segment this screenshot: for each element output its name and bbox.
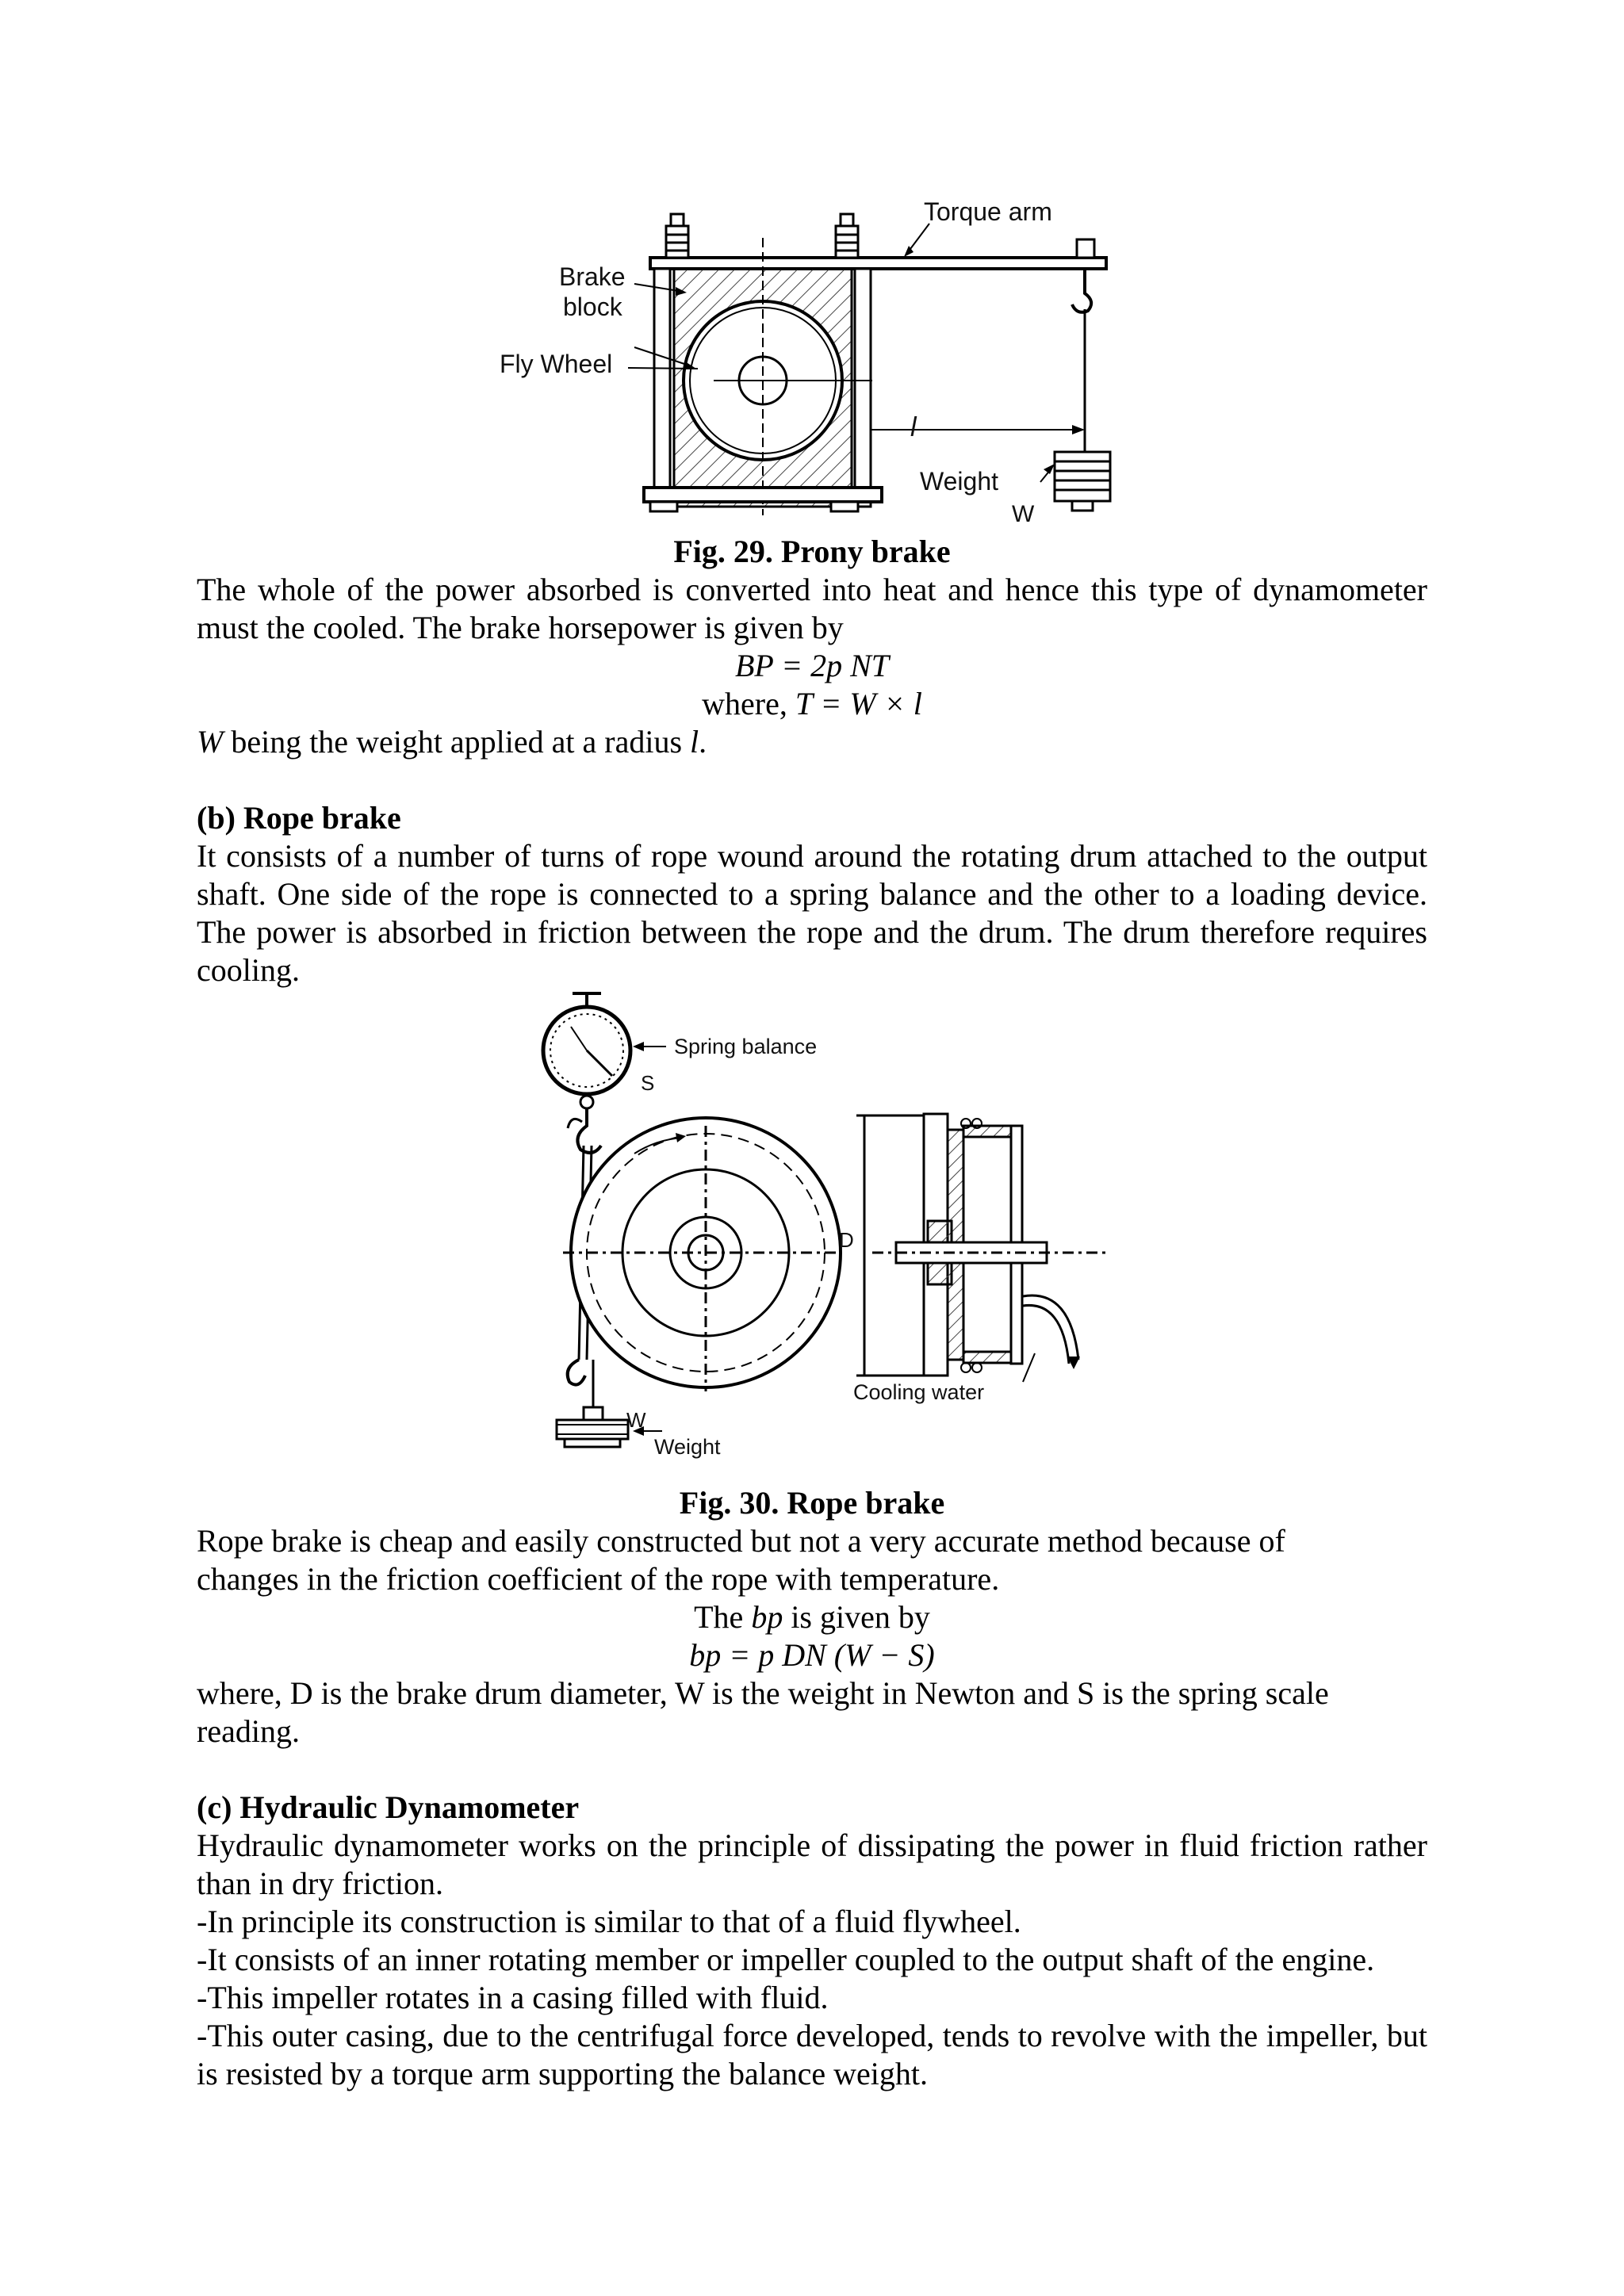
equation-torque-prefix: where, xyxy=(702,686,795,721)
hydraulic-bullet-4: -This outer casing, due to the centrifugal force developed, tends to revolve with the impeller, but is resisted by a torque arm supporting the balance weight. xyxy=(197,2018,1427,2091)
rope-brake-figure xyxy=(523,987,1126,1479)
note-w: W xyxy=(197,724,224,760)
fig29-label-torque-arm: Torque arm xyxy=(924,197,1052,226)
fig29-label-weight: Weight xyxy=(920,467,999,496)
hydraulic-paragraph: Hydraulic dynamometer works on the principle of dissipating the power in fluid friction rather than in dry friction. xyxy=(197,1827,1427,1901)
hydraulic-bullet-1: -In principle its construction is similar to that of a fluid flywheel. xyxy=(197,1904,1021,1939)
fig30-label-d: D xyxy=(839,1228,854,1252)
equation-torque xyxy=(197,685,1427,723)
equation-torque-text: T = W × l xyxy=(795,686,922,721)
note-rest: being the weight applied at a radius xyxy=(223,724,691,760)
fig30-label-weight: Weight xyxy=(654,1435,721,1459)
hydraulic-bullet-3: -This impeller rotates in a casing filled with fluid. xyxy=(197,1980,829,2015)
bp-intro-pre: The xyxy=(694,1599,752,1635)
fig30-label-w: W xyxy=(626,1408,646,1432)
fig29-caption: Fig. 29. Prony brake xyxy=(673,534,951,569)
fig30-label-s: S xyxy=(641,1071,655,1095)
note-l: l xyxy=(690,724,699,760)
fig29-label-brake: Brake xyxy=(559,262,626,291)
rope-brake-heading: (b) Rope brake xyxy=(197,800,401,836)
hydraulic-heading: (c) Hydraulic Dynamometer xyxy=(197,1789,580,1825)
bp-intro-post: is given by xyxy=(783,1599,930,1635)
bp-intro-bp: bp xyxy=(751,1599,783,1635)
fig30-caption: Fig. 30. Rope brake xyxy=(679,1485,945,1521)
fig29-label-l: l xyxy=(910,412,917,442)
fig29-label-w: W xyxy=(1012,501,1035,527)
section-a-paragraph: The whole of the power absorbed is converted into heat and hence this type of dynamometer must the cooled. The brake horsepower is given by xyxy=(197,572,1427,645)
where-line: where, D is the brake drum diameter, W is the weight in Newton and S is the spring scale xyxy=(197,1675,1329,1711)
hydraulic-bullet-2: -It consists of an inner rotating member or impeller coupled to the output shaft of the engine. xyxy=(197,1942,1375,1977)
where-line-2: reading. xyxy=(197,1713,300,1749)
prony-brake-figure xyxy=(476,182,1126,531)
fig29-label-block: block xyxy=(563,293,622,321)
note-end: . xyxy=(699,724,707,760)
rope-brake-note-line2: changes in the friction coefficient of the rope with temperature. xyxy=(197,1561,1000,1597)
fig29-label-fly-wheel: Fly Wheel xyxy=(500,350,613,378)
equation-bp-text: BP = 2p NT xyxy=(734,648,890,683)
rope-brake-note-line1: Rope brake is cheap and easily constructed but not a very accurate method because of xyxy=(197,1523,1285,1559)
bp-intro xyxy=(197,1598,1427,1636)
weight-radius-note xyxy=(197,723,1427,761)
rope-brake-paragraph: It consists of a number of turns of rope wound around the rotating drum attached to the output shaft. One side of the rope is connected to a spring balance and the other to a loading device. The power is absorbed in friction between the rope and the drum. The drum therefore requires cooling. xyxy=(197,838,1427,988)
equation-rope-bp: bp = p DN (W − S) xyxy=(689,1637,935,1673)
equation-bp xyxy=(197,647,1427,685)
fig30-label-cooling-water: Cooling water xyxy=(853,1380,985,1404)
fig30-label-spring-balance: Spring balance xyxy=(674,1035,818,1058)
